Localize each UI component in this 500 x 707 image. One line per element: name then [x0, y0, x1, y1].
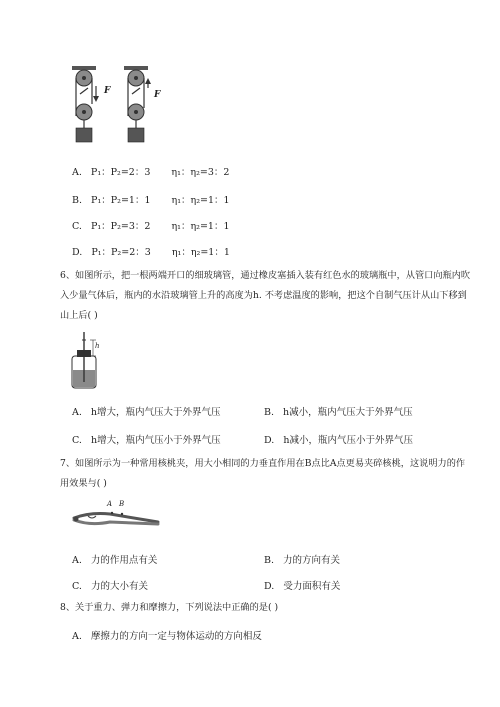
q6-stem	[60, 266, 471, 326]
q6-option-c	[72, 432, 221, 446]
q7-line-2: 用效果与( )	[60, 478, 107, 489]
q7-option-a	[72, 552, 157, 566]
q6-line-2: 入少量气体后，瓶内的水沿玻璃管上升的高度为h. 不考虑温度的影响，把这个自制气压计从山下移到	[60, 290, 467, 301]
option-letter: A.	[72, 631, 82, 642]
nutcracker-diagram	[70, 500, 162, 530]
q7-option-d	[264, 578, 340, 592]
q5-option-a	[72, 164, 229, 178]
q7-option-c	[72, 578, 148, 592]
option-letter: B.	[72, 195, 83, 206]
option-text: h减小，瓶内气压大于外界气压	[283, 407, 413, 418]
q6-line-3: 山上后( )	[60, 310, 98, 321]
force-label-right: F	[154, 90, 161, 100]
q8-option-a	[72, 628, 262, 642]
option-efficiency-ratio: η₁：η₂=3：2	[171, 167, 230, 178]
q5-option-c	[72, 218, 230, 232]
option-letter: A.	[72, 167, 82, 178]
height-label: h	[95, 342, 100, 350]
q8-line-1: 8、关于重力、弹力和摩擦力，下列说法中正确的是( )	[60, 602, 279, 613]
option-power-ratio: P₁：P₂=1：1	[91, 195, 151, 206]
pulley-figure	[66, 64, 166, 154]
option-text: h增大，瓶内气压大于外界气压	[90, 407, 221, 418]
q6-option-b	[264, 404, 413, 418]
option-efficiency-ratio: η₁：η₂=1：1	[171, 195, 230, 206]
q5-option-d	[72, 244, 230, 258]
option-power-ratio: P₁：P₂=2：3	[91, 247, 151, 258]
option-text: 力的作用点有关	[90, 555, 158, 566]
force-label-left: F	[104, 86, 111, 96]
bottle-barometer-diagram	[66, 330, 106, 392]
option-letter: C.	[72, 435, 82, 446]
option-letter: C.	[72, 581, 82, 592]
option-power-ratio: P₁：P₂=3：2	[90, 221, 151, 232]
pulley-diagram	[66, 64, 166, 154]
option-letter: A.	[72, 407, 82, 418]
q6-option-d	[264, 432, 413, 446]
option-letter: C.	[72, 221, 82, 232]
q7-option-b	[264, 552, 340, 566]
option-letter: D.	[264, 435, 275, 446]
bottle-barometer-figure	[66, 330, 106, 392]
option-text: h增大，瓶内气压小于外界气压	[90, 435, 221, 446]
q6-option-a	[72, 404, 221, 418]
option-letter: B.	[264, 407, 275, 418]
option-letter: B.	[264, 555, 275, 566]
q6-line-1: 6、如图所示，把一根两端开口的细玻璃管，通过橡皮塞插入装有红色水的玻璃瓶中，从管口向瓶内吹	[60, 270, 471, 281]
option-text: 受力面积有关	[283, 581, 341, 592]
point-b-label: B	[119, 500, 125, 508]
option-letter: D.	[72, 247, 83, 258]
q5-option-b	[72, 192, 230, 206]
q8-stem	[60, 598, 460, 618]
option-power-ratio: P₁：P₂=2：3	[90, 167, 151, 178]
option-efficiency-ratio: η₁：η₂=1：1	[171, 247, 230, 258]
option-text: 力的大小有关	[90, 581, 148, 592]
option-text: 摩擦力的方向一定与物体运动的方向相反	[90, 631, 262, 642]
option-letter: D.	[264, 581, 275, 592]
q7-stem	[60, 454, 466, 494]
option-text: h减小，瓶内气压小于外界气压	[283, 435, 413, 446]
point-a-label: A	[107, 500, 113, 508]
q7-line-1: 7、如图所示为一种常用核桃夹，用大小相同的力垂直作用在B点比A点更易夹碎核桃，这说明力的作	[60, 458, 466, 469]
option-efficiency-ratio: η₁：η₂=1：1	[171, 221, 230, 232]
nutcracker-figure	[70, 500, 162, 530]
option-text: 力的方向有关	[283, 555, 341, 566]
option-letter: A.	[72, 555, 82, 566]
